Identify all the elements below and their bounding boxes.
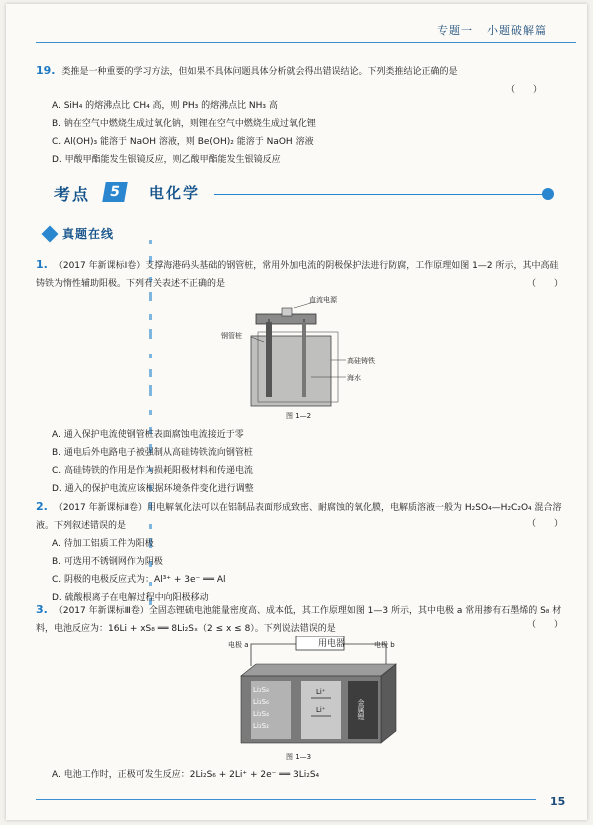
question-stem: （2017 年新课标Ⅲ卷）全固态锂硫电池能量密度高、成本低，其工作原理如图 1—3 所示，其中电极 a 常用掺有石墨烯的 S₈ 材料，电池反应为：16Li + xS₈ ══ 8Li₂Sₓ（2 ≤ x ≤ 8）。下列说法错误的是: [36, 606, 562, 634]
option-d: D. 通入的保护电流应该根据环境条件变化进行调整: [52, 484, 254, 494]
option-c: C. 高硅铸铁的作用是作为损耗阳极材料和传递电流: [52, 466, 254, 476]
page-number: 15: [550, 795, 566, 808]
label-pile: 钢管桩: [221, 332, 242, 340]
option-c: C. Al(OH)₃ 能溶于 NaOH 溶液，则 Be(OH)₂ 能溶于 NaOH 溶液: [52, 137, 314, 147]
figure-caption: 图 1—3: [286, 753, 312, 761]
label-metal: 金属锂: [357, 699, 365, 720]
label-power: 直流电源: [309, 296, 337, 304]
header-rule: [36, 42, 576, 43]
section-label: 考点: [54, 185, 91, 204]
label-appliance: 用电器: [318, 639, 346, 649]
option-b: B. 钠在空气中燃烧生成过氧化钠，则锂在空气中燃烧生成过氧化锂: [52, 119, 316, 129]
chapter-label: 专题一: [437, 24, 473, 37]
subsection-title: 真题在线: [62, 227, 115, 241]
section-rule: [214, 194, 544, 195]
label-li-ion-1: Li⁺: [316, 688, 326, 696]
answer-paren: （ ）: [526, 519, 563, 529]
label-electrode-b: 电极 b: [374, 641, 395, 649]
label-water: 海水: [347, 374, 361, 382]
section-name: 电化学: [149, 184, 201, 202]
answer-paren: （ ）: [526, 620, 563, 630]
question-stem: （2017 年新课标Ⅰ卷）支撑海港码头基础的钢管桩，常用外加电流的阴极保护法进行防腐，工作原理如图 1—2 所示，其中高硅铸铁为惰性辅助阳极。下列有关表述不正确的是: [36, 261, 559, 289]
page: [6, 4, 587, 820]
question-number: 1.: [36, 258, 48, 271]
running-header: [437, 22, 547, 38]
question-3: [36, 601, 566, 638]
question-1-options: [36, 426, 566, 498]
label-li-ion-2: Li⁺: [316, 706, 326, 714]
option-a: A. 电池工作时，正极可发生反应：2Li₂S₆ + 2Li⁺ + 2e⁻ ══ 3Li₂S₄: [52, 770, 320, 780]
question-1: [36, 256, 566, 293]
answer-paren: （ ）: [526, 279, 563, 289]
option-a: A. SiH₄ 的熔沸点比 CH₄ 高，则 PH₃ 的熔沸点比 NH₃ 高: [52, 101, 278, 111]
option-c: C. 阴极的电极反应式为：Al³⁺ + 3e⁻ ══ Al: [52, 575, 226, 585]
label-species-4: Li₂S₂: [253, 722, 269, 730]
option-a: A. 通入保护电流使钢管桩表面腐蚀电流接近于零: [52, 430, 244, 440]
label-species-2: Li₂S₆: [253, 698, 269, 706]
question-number: 3.: [36, 603, 48, 616]
option-d: D. 甲酸甲酯能发生银镜反应，则乙酸甲酯能发生银镜反应: [52, 155, 281, 165]
question-2: [36, 498, 566, 607]
section-number: 5: [102, 182, 128, 202]
question-stem: 类推是一种重要的学习方法，但如果不具体问题具体分析就会得出错误结论。下列类推结论正确的是: [61, 67, 458, 77]
answer-paren: （ ）: [505, 85, 542, 95]
label-species-3: Li₂S₄: [253, 710, 269, 718]
footer-rule: [36, 799, 536, 800]
diamond-icon: [42, 226, 59, 243]
label-species-1: Li₂S₈: [253, 686, 269, 694]
question-19: [36, 62, 566, 169]
label-anode: 高硅铸铁: [347, 357, 375, 365]
label-electrode-a: 电极 a: [228, 641, 249, 649]
option-a: A. 待加工铝质工件为阳极: [52, 539, 154, 549]
question-stem: （2017 年新课标Ⅱ卷）用电解氧化法可以在铝制品表面形成致密、耐腐蚀的氧化膜，电解质溶液一般为 H₂SO₄—H₂C₂O₄ 混合溶液。下列叙述错误的是: [36, 503, 562, 531]
option-d: D. 硫酸根离子在电解过程中向阳极移动: [52, 593, 209, 603]
question-number: 19.: [36, 64, 56, 77]
chapter-title: 小题破解篇: [487, 24, 547, 37]
question-number: 2.: [36, 500, 48, 513]
question-3-options: [36, 766, 566, 784]
figure-caption: 图 1—2: [286, 412, 312, 420]
option-b: B. 通电后外电路电子被强制从高硅铸铁流向钢管桩: [52, 448, 253, 458]
section-dot-icon: [542, 188, 554, 200]
section-heading: [34, 180, 564, 206]
figure-1-2: [206, 292, 406, 417]
option-b: B. 可选用不锈钢网作为阴极: [52, 557, 163, 567]
